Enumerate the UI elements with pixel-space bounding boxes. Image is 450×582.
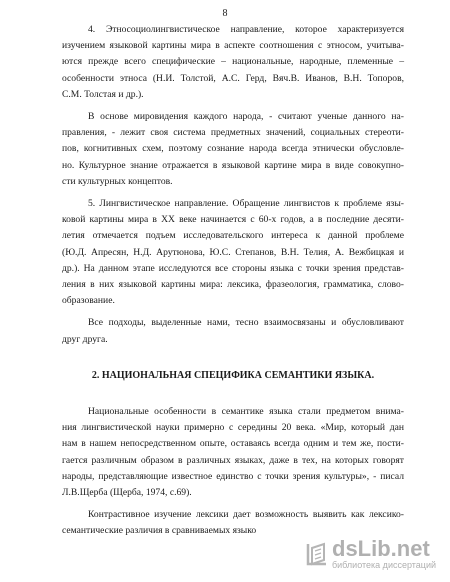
text-line: ковой картины мира в XX веке начинается с 60-х годов, а в последние десяти- [62,214,404,226]
dslib-watermark [302,536,442,576]
text-line: 5. Лингвистическое направление. Обращение лингвистов к проблеме язы- [88,198,404,210]
text-line: гается различным образом в различных языках, даже в тех, на которых говорят [62,454,404,466]
page-number: 8 [222,8,228,19]
text-line: 4. Этносоциолингвистическое направление, которое характеризуется [88,24,404,35]
text-line: правления, - лежит своя система предметных значений, социальных стереоти- [62,127,404,139]
text-line: нам в нашем непосредственном опыте, оставаясь всегда одним и тем же, пости- [62,438,404,450]
text-line: пов, когнитивных схем, поэтому сознание народа всегда этнически обусловле- [62,143,404,155]
text-line: Л.В.Щерба (Щерба, 1974, с.69). [62,487,192,499]
text-line: семантические различия в сравниваемых языко [62,525,257,537]
text-line: сти культурных концептов. [62,175,173,187]
text-line: народы, представляющие известное единство с точки зрения культуры», - писал [62,470,404,482]
text-line: летия отмечается подъем исследовательского интереса к данной проблеме [62,230,404,242]
paragraph-linguistic [62,196,404,309]
text-line: особенности этноса (Н.И. Толстой, А.С. Герд, Вяч.В. Иванов, В.Н. Топоров, [62,72,404,84]
dslib-logo-icon [304,540,330,568]
text-line: ния лингвистической науки примерно с середины 20 века. «Мир, который дан [62,422,404,434]
watermark-domain: dsLib.net [332,536,430,561]
text-line: ются прежде всего специфические – национальные, народные, племенные – [62,56,404,68]
text-line: С.М. Толстая и др.). [62,88,144,100]
text-line: Контрастивное изучение лексики дает возможность выявить как лексико- [88,509,404,521]
paragraph-contrastive [62,507,404,539]
text-line: друг друга. [62,333,108,345]
text-line: (Ю.Д. Апресян, Н.Д. Арутюнова, Ю.С. Степанов, В.Н. Телия, А. Вежбицкая и [62,246,404,258]
text-line: образование. [62,295,115,307]
text-line: В основе мировидения каждого народа, - считают ученые данного на- [88,111,404,123]
paragraph-national-features [62,404,404,501]
text-line: Национальные особенности в семантике языка стали предметом внима- [88,406,404,418]
text-line: но. Культурное знание отражается в языковой картине мира в виде совокупно- [62,159,404,171]
text-line: ления в них языковой картины мира: лексика, фразеология, грамматика, слово- [62,279,404,291]
paragraph-approaches [62,315,404,347]
paragraph-ethnosociolinguistic [62,22,404,103]
text-line: Все подходы, выделенные нами, тесно взаимосвязаны и обусловливают [88,317,404,329]
section-heading: 2. НАЦИОНАЛЬНАЯ СПЕЦИФИКА СЕМАНТИКИ ЯЗЫКА. [91,369,375,381]
document-body [62,22,404,546]
text-line: изучением языковой картины мира в аспекте соотношения с этносом, учитыва- [62,40,404,52]
watermark-caption: библиотека диссертаций [332,560,437,570]
paragraph-worldview [62,109,404,190]
text-line: др.). На данном этапе исследуются все стороны языка с точки зрения представ- [62,262,404,274]
